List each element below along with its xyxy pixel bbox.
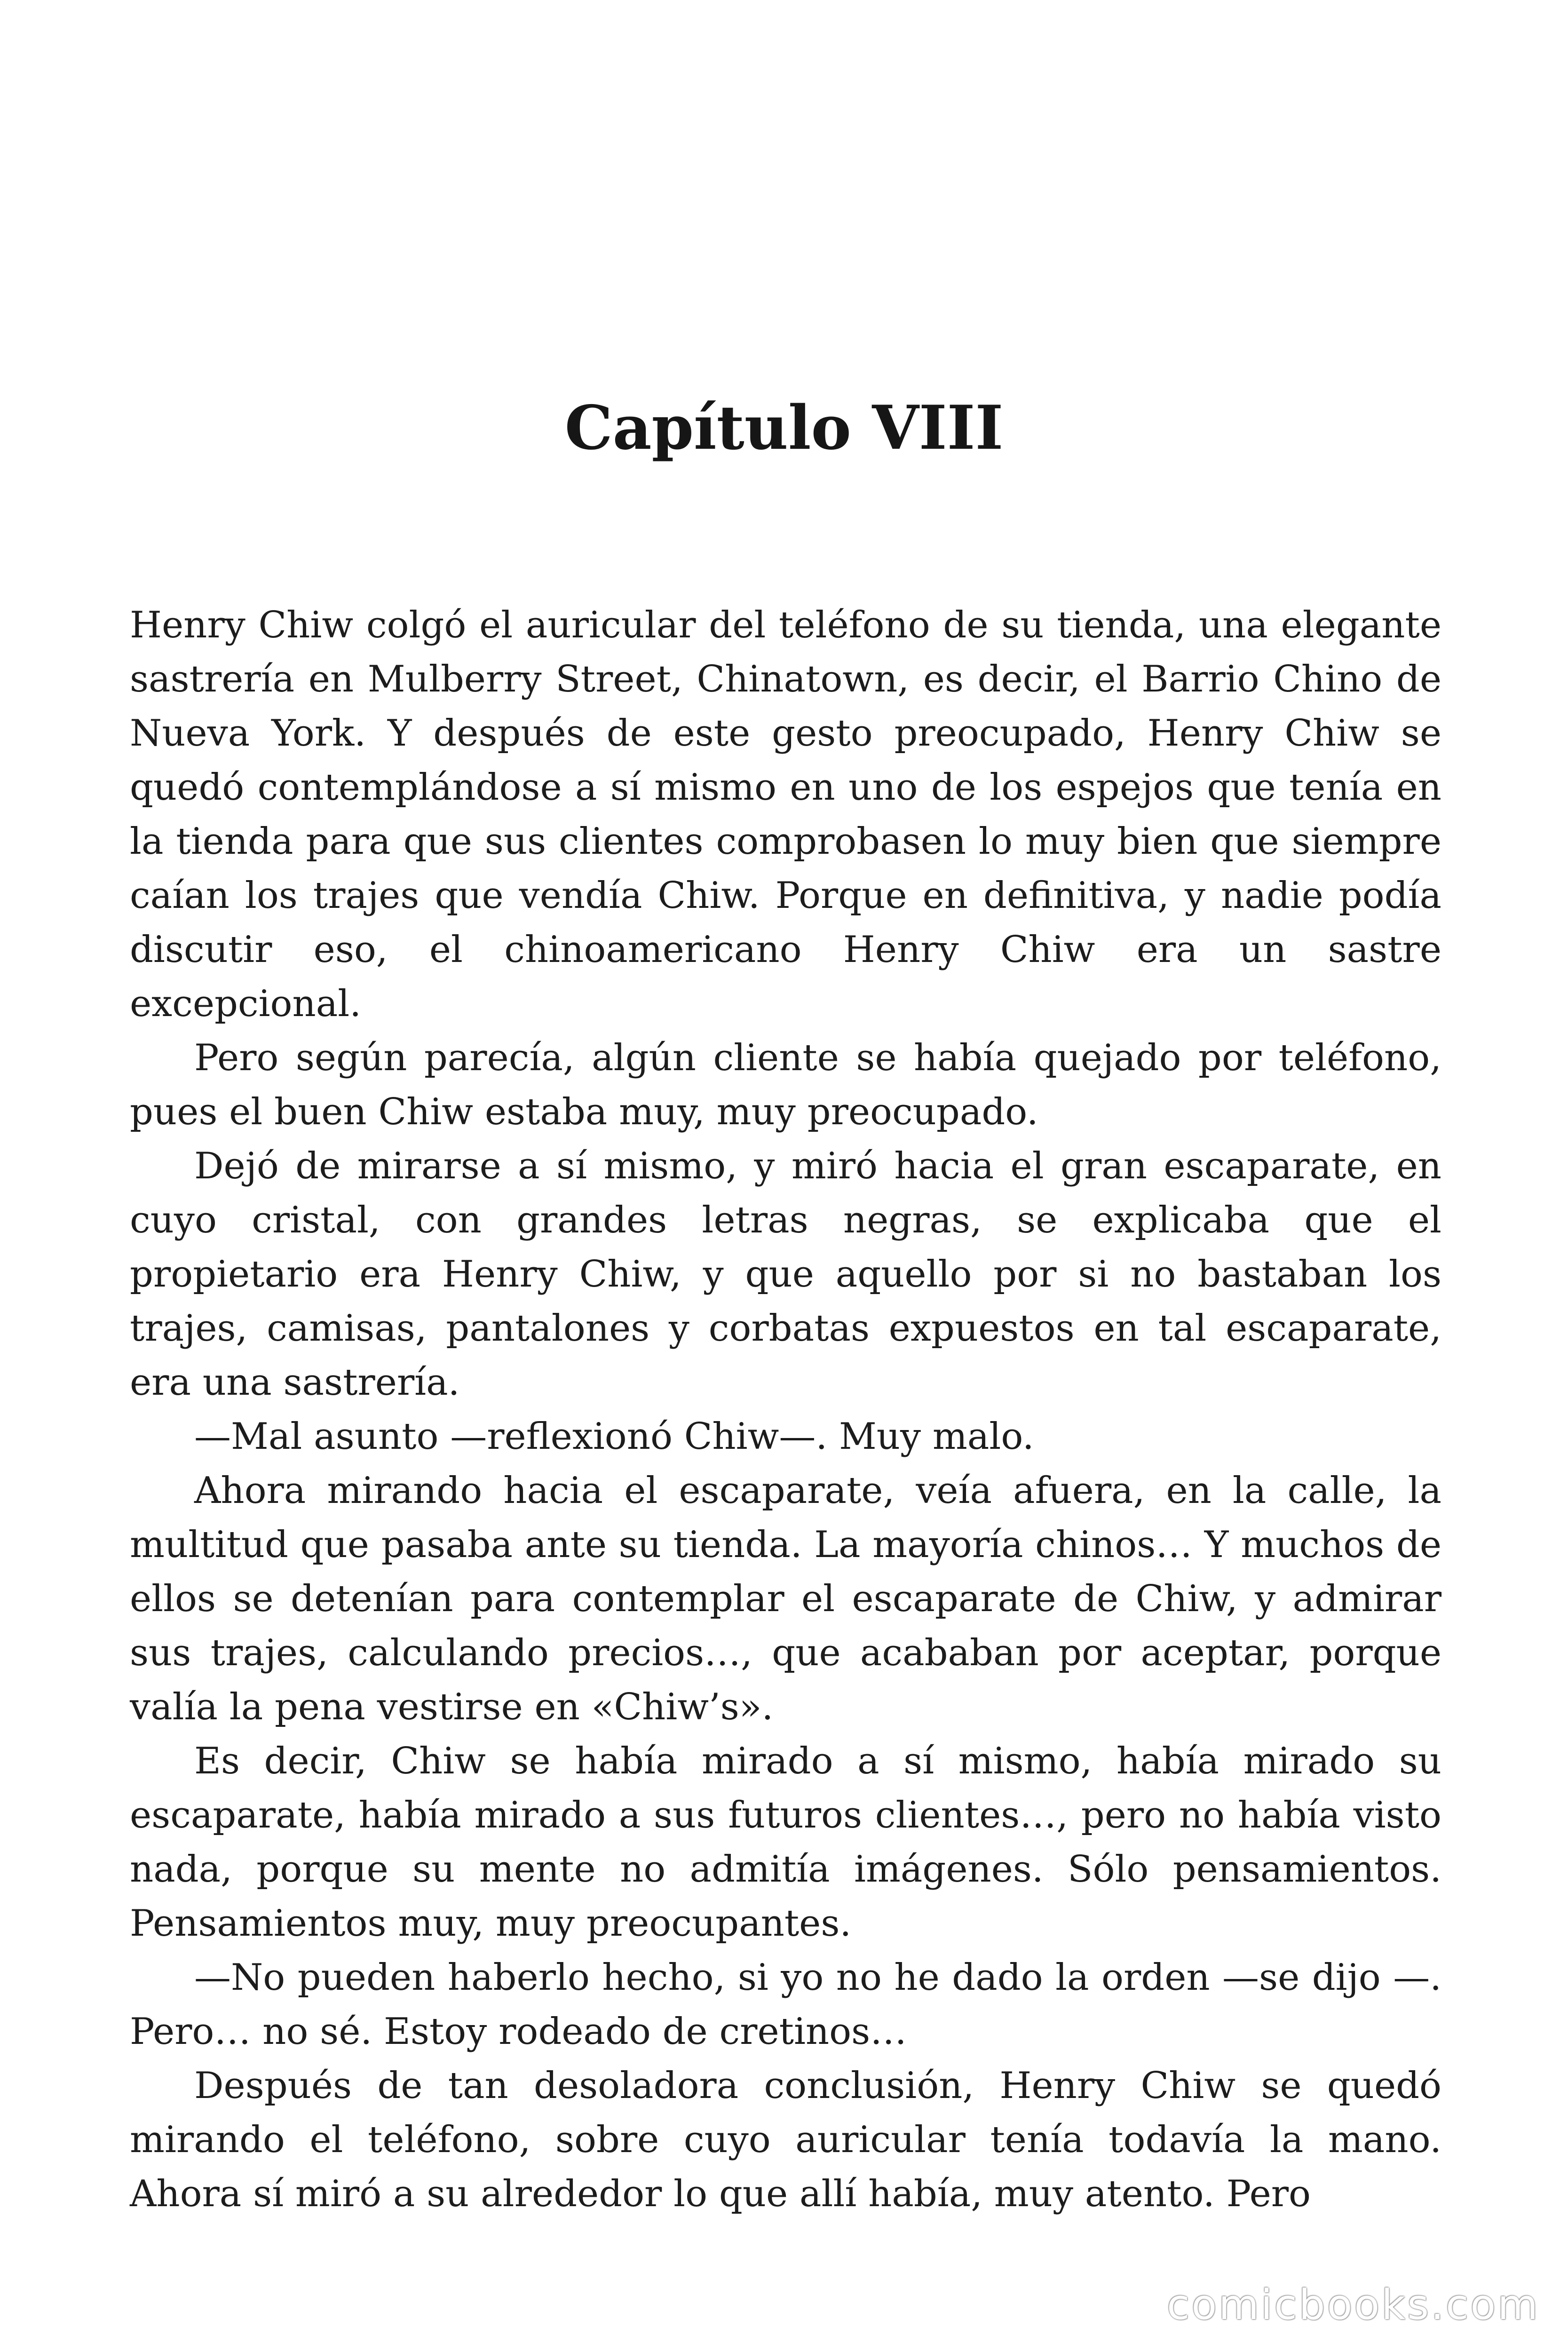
paragraph: Ahora mirando hacia el escaparate, veía afuera, en la calle, la multitud que pasaba ante su tienda. La mayoría chinos… Y muchos de ellos se detenían para contemplar el escaparate de Chiw, y admirar sus trajes, calculando precios…, que acababan por aceptar, porque valía la pena vestirse en «Chiw’s». — [130, 1470, 1441, 1728]
chapter-body — [130, 598, 1441, 2221]
chapter-title: Capítulo VIII — [564, 393, 1004, 463]
paragraph: Después de tan desoladora conclusión, Henry Chiw se quedó mirando el teléfono, sobre cuyo auricular tenía todavía la mano. Ahora sí miró a su alrededor lo que allí había, muy atento. Pero — [130, 2065, 1441, 2215]
paragraph: —Mal asunto —reflexionó Chiw—. Muy malo. — [194, 1415, 1034, 1458]
watermark: comicbooks.com — [1166, 2280, 1540, 2329]
paragraph: Henry Chiw colgó el auricular del teléfono de su tienda, una elegante sastrería en Mulberry Street, Chinatown, es decir, el Barrio Chino de Nueva York. Y después de este gesto preocupado, Henry Chiw se quedó contemplándose a sí mismo en uno de los espejos que tenía en la tienda para que sus clientes comprobasen lo muy bien que siempre caían los trajes que vendía Chiw. Porque en definitiva, y nadie podía discutir eso, el chinoamericano Henry Chiw era un sastre excepcional. — [130, 604, 1441, 1025]
paragraph: Es decir, Chiw se había mirado a sí mismo, había mirado su escaparate, había mirado a sus futuros clientes…, pero no había visto nada, porque su mente no admitía imágenes. Sólo pensamientos. Pensamientos muy, muy preocupantes. — [130, 1740, 1441, 1945]
paragraph: Pero según parecía, algún cliente se había quejado por teléfono, pues el buen Chiw estaba muy, muy preocupado. — [130, 1037, 1441, 1133]
paragraph: —No pueden haberlo hecho, si yo no he dado la orden —se dijo —. Pero… no sé. Estoy rodeado de cretinos… — [130, 1956, 1441, 2053]
paragraph: Dejó de mirarse a sí mismo, y miró hacia el gran escaparate, en cuyo cristal, con grandes letras negras, se explicaba que el propietario era Henry Chiw, y que aquello por si no bastaban los trajes, camisas, pantalones y corbatas expuestos en tal escaparate, era una sastrería. — [130, 1145, 1441, 1404]
